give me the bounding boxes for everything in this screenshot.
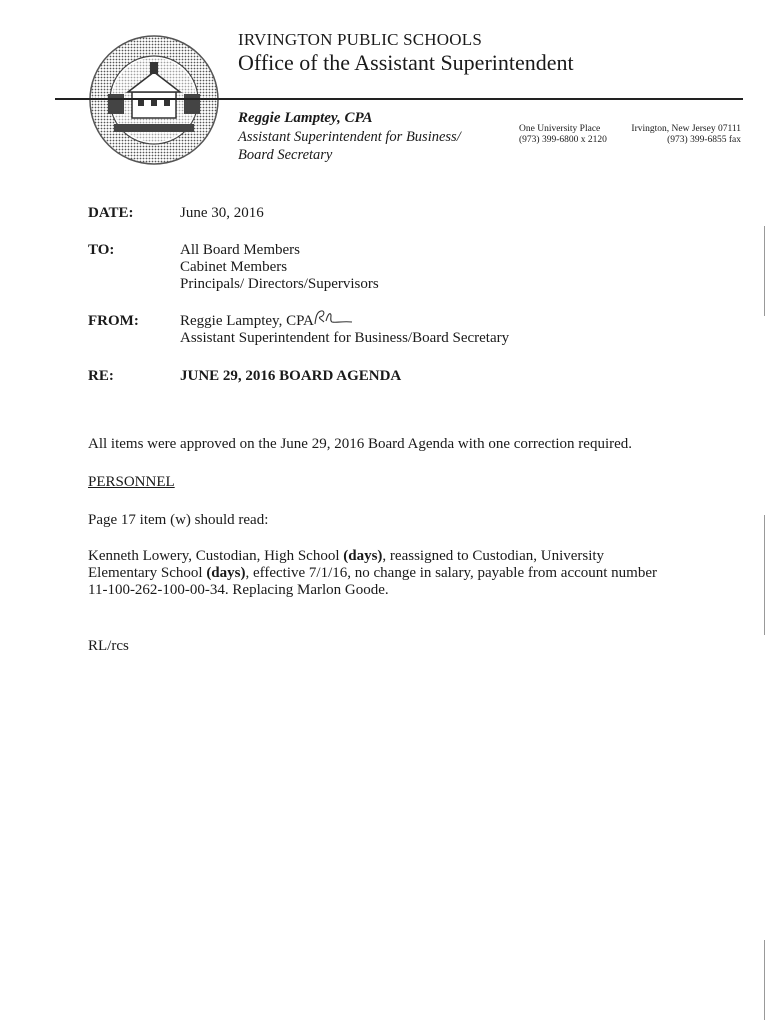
- correction-text: , reassigned to Custodian, University: [382, 548, 605, 564]
- correction-line-1: [88, 548, 657, 565]
- correction-text: Elementary School: [88, 565, 207, 581]
- scan-artifact-line: [764, 226, 765, 316]
- date-label: DATE:: [88, 205, 134, 221]
- signatory-title: [238, 128, 508, 164]
- address-block-right: [623, 124, 741, 146]
- correction-text: , effective 7/1/16, no change in salary, payable from account number: [245, 565, 657, 581]
- address-fax: (973) 399-6855 fax: [667, 135, 741, 145]
- correction-line-2: [88, 565, 657, 582]
- district-seal-icon: [88, 34, 220, 166]
- scan-artifact-line: [764, 940, 765, 1020]
- signatory-title-line1: Assistant Superintendent for Business/: [238, 129, 461, 145]
- to-label: TO:: [88, 242, 115, 258]
- to-recipients: [180, 242, 379, 293]
- office-title: Office of the Assistant Superintendent: [238, 50, 574, 75]
- scan-artifact-line: [764, 515, 765, 635]
- correction-paragraph: [88, 548, 657, 599]
- correction-text: Kenneth Lowery, Custodian, High School: [88, 548, 344, 564]
- re-label: RE:: [88, 368, 114, 384]
- signatory-title-line2: Board Secretary: [238, 147, 333, 163]
- address-city: Irvington, New Jersey 07111: [631, 124, 741, 134]
- organization-name: IRVINGTON PUBLIC SCHOOLS: [238, 30, 482, 49]
- from-title: Assistant Superintendent for Business/Board Secretary: [180, 330, 510, 346]
- correction-line-3: 11-100-262-100-00-34. Replacing Marlon Goode.: [88, 582, 389, 598]
- handwritten-initials-signature: [312, 306, 354, 328]
- to-recipient-line: All Board Members: [180, 242, 300, 258]
- correction-emphasis: (days): [206, 565, 246, 581]
- correction-emphasis: (days): [343, 548, 383, 564]
- address-street: One University Place: [519, 124, 601, 134]
- item-reference: Page 17 item (w) should read:: [88, 512, 269, 528]
- typist-initials: RL/rcs: [88, 638, 129, 654]
- signatory-name: Reggie Lamptey, CPA: [238, 110, 373, 126]
- header-divider: [55, 98, 743, 100]
- intro-paragraph: All items were approved on the June 29, 2016 Board Agenda with one correction required.: [88, 436, 633, 452]
- re-value: JUNE 29, 2016 BOARD AGENDA: [180, 368, 402, 384]
- to-recipient-line: Cabinet Members: [180, 259, 288, 275]
- date-value: June 30, 2016: [180, 205, 264, 221]
- address-block-left: [519, 124, 607, 146]
- from-name: Reggie Lamptey, CPA: [180, 313, 314, 329]
- section-heading-personnel: PERSONNEL: [88, 474, 175, 490]
- address-phone: (973) 399-6800 x 2120: [519, 135, 607, 145]
- to-recipient-line: Principals/ Directors/Supervisors: [180, 276, 379, 292]
- from-label: FROM:: [88, 313, 139, 329]
